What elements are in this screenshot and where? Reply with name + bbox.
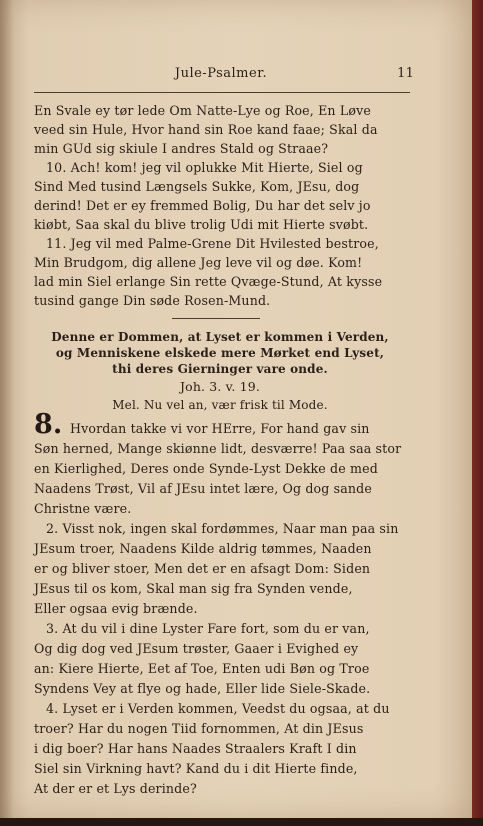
heading-line: thi deres Gierninger vare onde. bbox=[112, 362, 328, 376]
verse-line: kiøbt, Saa skal du blive trolig Udi mit Hierte svøbt. bbox=[34, 217, 369, 232]
verse-line: 10. Ach! kom! jeg vil oplukke Mit Hierte, Siel og bbox=[46, 160, 363, 175]
verse-line: veed sin Hule, Hvor hand sin Roe kand faae; Skal da bbox=[34, 122, 378, 137]
hymn-number: 8. bbox=[34, 409, 63, 440]
verse-line: an: Kiere Hierte, Eet af Toe, Enten udi Bøn og Troe bbox=[34, 661, 370, 676]
verse-line: 11. Jeg vil med Palme-Grene Dit Hvilested bestroe, bbox=[46, 236, 379, 251]
book-edge bbox=[472, 0, 483, 826]
verse-line: troer? Har du nogen Tiid fornommen, At din JEsus bbox=[34, 721, 364, 736]
verse-line: 4. Lyset er i Verden kommen, Veedst du ogsaa, at du bbox=[46, 701, 390, 716]
verse-line: Og dig dog ved JEsum trøster, Gaaer i Evighed ey bbox=[34, 641, 359, 656]
scripture-reference: Joh. 3. v. 19. bbox=[180, 379, 260, 394]
melody-line: Mel. Nu vel an, vær frisk til Mode. bbox=[112, 398, 328, 412]
verse-line: Sind Med tusind Længsels Sukke, Kom, JEsu, dog bbox=[34, 179, 360, 194]
verse-line: En Svale ey tør lede Om Natte-Lye og Roe, En Løve bbox=[34, 103, 371, 118]
page-bottom-edge bbox=[0, 818, 483, 826]
verse-line: At der er et Lys derinde? bbox=[34, 781, 197, 796]
verse-line: en Kierlighed, Deres onde Synde-Lyst Dekke de med bbox=[34, 461, 378, 476]
verse-line: Søn herned, Mange skiønne lidt, desværre! Paa saa stor bbox=[34, 441, 402, 456]
page-number: 11 bbox=[397, 66, 414, 81]
verse-line: Siel sin Virkning havt? Kand du i dit Hierte finde, bbox=[34, 761, 358, 776]
hymn-first-line: Hvordan takke vi vor HErre, For hand gav sin bbox=[70, 421, 370, 436]
verse-line: 2. Visst nok, ingen skal fordømmes, Naar man paa sin bbox=[46, 521, 399, 536]
running-header bbox=[36, 66, 414, 84]
page-spine-shadow bbox=[0, 0, 14, 818]
verse-line: i dig boer? Har hans Naades Straalers Kraft I din bbox=[34, 741, 357, 756]
heading-line: og Menniskene elskede mere Mørket end Lyset, bbox=[55, 346, 385, 360]
verse-line: Eller ogsaa evig brænde. bbox=[34, 601, 198, 616]
verse-line: JEsus til os kom, Skal man sig fra Synden vende, bbox=[34, 581, 353, 596]
verse-line: Christne være. bbox=[34, 501, 132, 516]
verse-line: tusind gange Din søde Rosen-Mund. bbox=[34, 293, 271, 308]
running-title: Jule-Psalmer. bbox=[174, 66, 268, 81]
verse-line: derind! Det er ey fremmed Bolig, Du har det selv jo bbox=[34, 198, 371, 213]
verse-line: Syndens Vey at flye og hade, Eller lide Siele-Skade. bbox=[34, 681, 371, 696]
section-divider bbox=[172, 318, 260, 319]
verse-line: JEsum troer, Naadens Kilde aldrig tømmes, Naaden bbox=[34, 541, 372, 556]
heading-line: Denne er Dommen, at Lyset er kommen i Verden, bbox=[51, 330, 389, 344]
verse-line: 3. At du vil i dine Lyster Fare fort, som du er van, bbox=[46, 621, 370, 636]
header-rule bbox=[34, 92, 410, 93]
verse-line: Min Brudgom, dig allene Jeg leve vil og døe. Kom! bbox=[34, 255, 363, 270]
verse-line: lad min Siel erlange Sin rette Qvæge-Stund, At kysse bbox=[34, 274, 383, 289]
verse-line: er og bliver stoer, Men det er en afsagt Dom: Siden bbox=[34, 561, 371, 576]
verse-line: min GUd sig skiule I andres Stald og Straae? bbox=[34, 141, 329, 156]
verse-line: Naadens Trøst, Vil af JEsu intet lære, Og dog sande bbox=[34, 481, 372, 496]
